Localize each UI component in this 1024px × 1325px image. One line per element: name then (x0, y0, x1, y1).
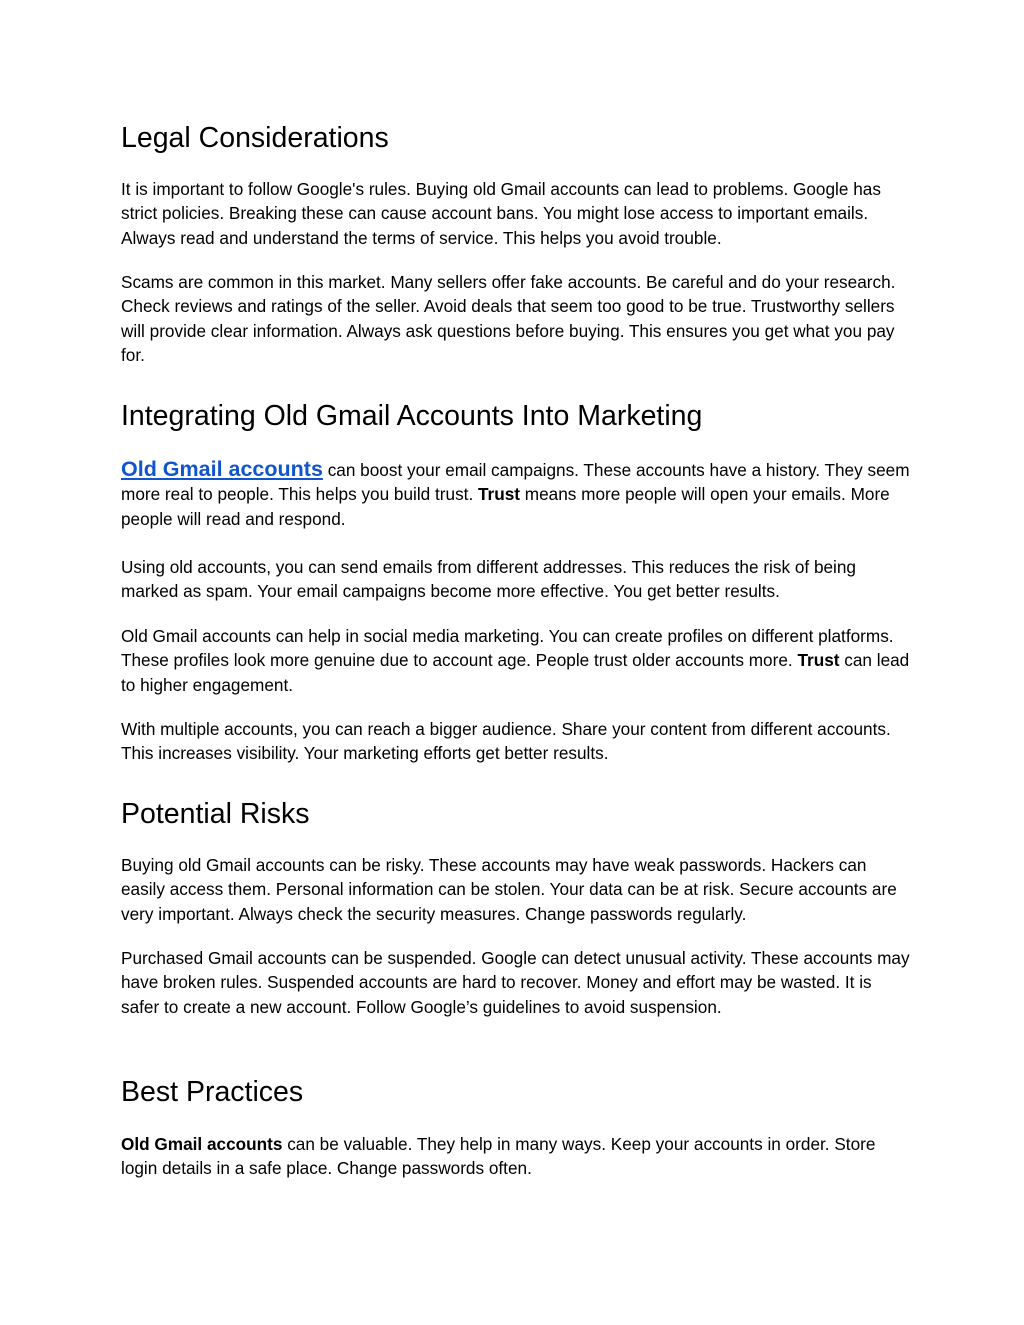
paragraph-text: can be valuable. They help in many ways. Keep your accounts in order. Store login details in a safe place. Change passwords often. (121, 1134, 876, 1179)
paragraph-integrating-email (121, 457, 911, 531)
bold-trust: Trust (478, 484, 521, 505)
heading-legal-considerations: Legal Considerations (121, 122, 389, 154)
heading-integrating-marketing: Integrating Old Gmail Accounts Into Marketing (121, 400, 703, 432)
paragraph-risks-suspension: Purchased Gmail accounts can be suspended. Google can detect unusual activity. These accounts may have broken rules. Suspended accounts are hard to recover. Money and effort may be wasted. It is safer to create a new account. Follow Google’s guidelines to avoid suspension. (121, 948, 910, 1017)
bold-old-gmail-accounts: Old Gmail accounts (121, 1134, 283, 1154)
paragraph-integrating-addresses: Using old accounts, you can send emails from different addresses. This reduces the risk of being marked as spam. Your email campaigns become more effective. You get better results. (121, 557, 856, 602)
paragraph-legal-rules: It is important to follow Google's rules. Buying old Gmail accounts can lead to problems. Google has strict policies. Breaking these can cause account bans. You might lose access to important emails. Always read and understand the terms of service. This helps you avoid trouble. (121, 179, 881, 248)
old-gmail-accounts-link[interactable]: Old Gmail accounts (121, 457, 323, 481)
bold-trust: Trust (797, 650, 840, 671)
paragraph-integrating-audience: With multiple accounts, you can reach a bigger audience. Share your content from different accounts. This increases visibility. Your marketing efforts get better results. (121, 719, 891, 764)
heading-best-practices: Best Practices (121, 1076, 304, 1108)
paragraph-integrating-social (121, 624, 911, 697)
paragraph-best-practices (121, 1132, 911, 1181)
paragraph-text: can boost your email campaigns. These accounts have a history. They seem more real to people. This helps you build trust. (121, 460, 910, 505)
paragraph-text: can lead to higher engagement. (121, 650, 910, 695)
paragraph-text: Old Gmail accounts can help in social media marketing. You can create profiles on different platforms. These profiles look more genuine due to account age. People trust older accounts more. (121, 626, 894, 671)
paragraph-risks-security: Buying old Gmail accounts can be risky. These accounts may have weak passwords. Hackers can easily access them. Personal information can be stolen. Your data can be at risk. Secure accounts are very important. Always check the security measures. Change passwords regularly. (121, 855, 897, 924)
paragraph-text: means more people will open your emails. More people will read and respond. (121, 484, 890, 529)
heading-potential-risks: Potential Risks (121, 798, 310, 830)
paragraph-legal-scams: Scams are common in this market. Many sellers offer fake accounts. Be careful and do your research. Check reviews and ratings of the seller. Avoid deals that seem too good to be true. Trustworthy sellers will provide clear information. Always ask questions before buying. This ensures you get what you pay for. (121, 272, 896, 366)
